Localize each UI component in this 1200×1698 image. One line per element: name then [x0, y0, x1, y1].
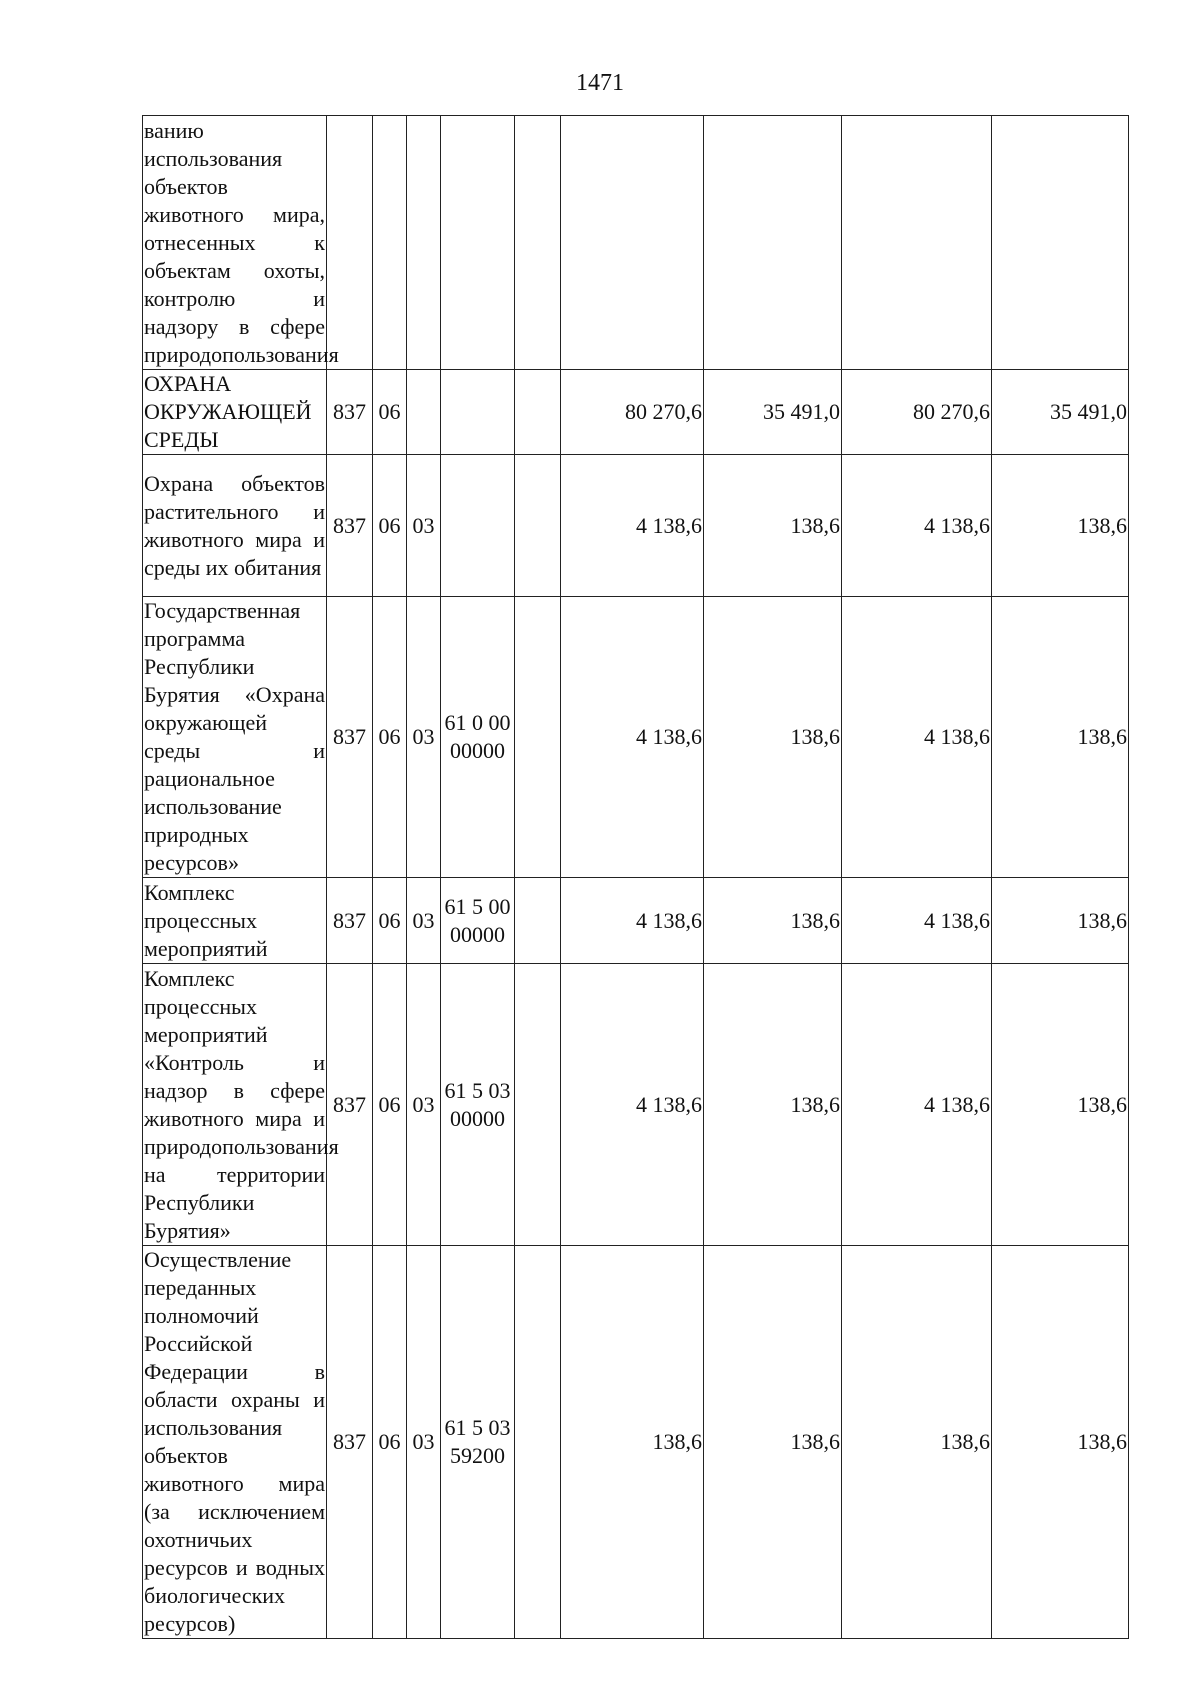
target-article-code: [441, 116, 515, 370]
amount-3: 4 138,6: [842, 878, 992, 964]
row-name: ванию использования объектов животного мира, отнесенных к объектам охоты, контролю и надзору в сфере природопользования: [143, 116, 327, 370]
section-code: 06: [373, 964, 407, 1246]
amount-1: 138,6: [561, 1246, 704, 1639]
target-article-code: 61 5 03 59200: [441, 1246, 515, 1639]
amount-3: 4 138,6: [842, 455, 992, 597]
expense-type-code: [515, 878, 561, 964]
amount-2: 138,6: [704, 878, 842, 964]
section-code: [373, 116, 407, 370]
section-code: 06: [373, 1246, 407, 1639]
grbs-code: 837: [327, 597, 373, 878]
amount-2: 138,6: [704, 964, 842, 1246]
expense-type-code: [515, 370, 561, 455]
amount-4: [992, 116, 1129, 370]
table-row: [143, 597, 1129, 878]
table-row: [143, 370, 1129, 455]
table-row: [143, 878, 1129, 964]
grbs-code: [327, 116, 373, 370]
target-article-code: [441, 370, 515, 455]
subsection-code: 03: [407, 964, 441, 1246]
subsection-code: [407, 116, 441, 370]
section-code: 06: [373, 370, 407, 455]
amount-2: [704, 116, 842, 370]
amount-2: 35 491,0: [704, 370, 842, 455]
expense-type-code: [515, 597, 561, 878]
amount-2: 138,6: [704, 455, 842, 597]
amount-3: 138,6: [842, 1246, 992, 1639]
subsection-code: [407, 370, 441, 455]
section-code: 06: [373, 878, 407, 964]
amount-1: 80 270,6: [561, 370, 704, 455]
target-article-code: 61 5 00 00000: [441, 878, 515, 964]
amount-3: [842, 116, 992, 370]
amount-4: 35 491,0: [992, 370, 1129, 455]
table-row: [143, 964, 1129, 1246]
table-row: [143, 1246, 1129, 1639]
row-name: Государственная программа Республики Бурятия «Охрана окружающей среды и рациональное использование природных ресурсов»: [143, 597, 327, 878]
grbs-code: 837: [327, 370, 373, 455]
subsection-code: 03: [407, 1246, 441, 1639]
amount-3: 80 270,6: [842, 370, 992, 455]
target-article-code: 61 5 03 00000: [441, 964, 515, 1246]
grbs-code: 837: [327, 455, 373, 597]
amount-3: 4 138,6: [842, 964, 992, 1246]
amount-4: 138,6: [992, 1246, 1129, 1639]
amount-4: 138,6: [992, 597, 1129, 878]
section-code: 06: [373, 597, 407, 878]
table-row: [143, 116, 1129, 370]
grbs-code: 837: [327, 964, 373, 1246]
row-name: Комплекс процессных мероприятий «Контроль и надзор в сфере животного мира и природопользования на территории Республики Бурятия»: [143, 964, 327, 1246]
expense-type-code: [515, 116, 561, 370]
row-name: ОХРАНА ОКРУЖАЮЩЕЙ СРЕДЫ: [143, 370, 327, 455]
target-article-code: [441, 455, 515, 597]
expense-type-code: [515, 455, 561, 597]
expense-type-code: [515, 964, 561, 1246]
row-name: Осуществление переданных полномочий Российской Федерации в области охраны и использования объектов животного мира (за исключением охотничьих ресурсов и водных биологических ресурсов): [143, 1246, 327, 1639]
row-name: Охрана объектов растительного и животного мира и среды их обитания: [143, 455, 327, 597]
section-code: 06: [373, 455, 407, 597]
amount-4: 138,6: [992, 455, 1129, 597]
grbs-code: 837: [327, 1246, 373, 1639]
amount-1: 4 138,6: [561, 964, 704, 1246]
amount-1: 4 138,6: [561, 455, 704, 597]
amount-1: 4 138,6: [561, 878, 704, 964]
grbs-code: 837: [327, 878, 373, 964]
target-article-code: 61 0 00 00000: [441, 597, 515, 878]
amount-2: 138,6: [704, 597, 842, 878]
subsection-code: 03: [407, 455, 441, 597]
amount-1: [561, 116, 704, 370]
row-name: Комплекс процессных мероприятий: [143, 878, 327, 964]
table-row: [143, 455, 1129, 597]
amount-4: 138,6: [992, 878, 1129, 964]
subsection-code: 03: [407, 597, 441, 878]
amount-4: 138,6: [992, 964, 1129, 1246]
amount-2: 138,6: [704, 1246, 842, 1639]
amount-1: 4 138,6: [561, 597, 704, 878]
expense-type-code: [515, 1246, 561, 1639]
budget-table: [142, 115, 1129, 1639]
subsection-code: 03: [407, 878, 441, 964]
page-number: 1471: [576, 70, 624, 96]
amount-3: 4 138,6: [842, 597, 992, 878]
